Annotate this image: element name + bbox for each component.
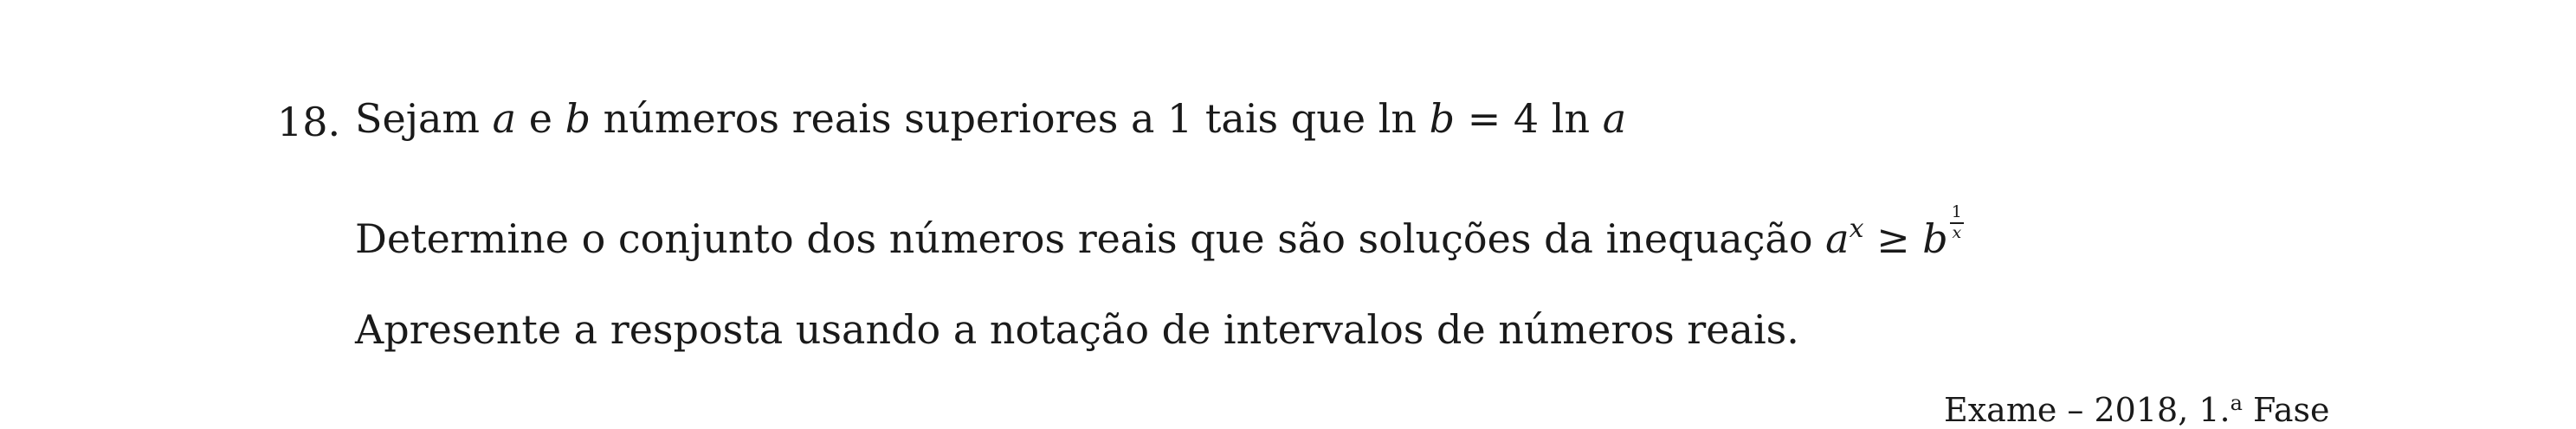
variable-a: a (492, 95, 517, 142)
exponent-fraction (1950, 204, 1964, 241)
statement-text-1: Sejam (355, 95, 493, 142)
question-number: 18. (277, 99, 341, 145)
question-statement (355, 95, 1627, 142)
statement-text-2: números reais superiores a 1 tais que (591, 95, 1378, 142)
ln-argument-b: b (1429, 95, 1456, 142)
inequality-base-a: a (1825, 215, 1850, 263)
source-ordinal: a (2230, 391, 2243, 415)
source-phase: Fase (2242, 391, 2330, 429)
ln-function-2: ln (1551, 95, 1603, 142)
task-text: Determine o conjunto dos números reais que são soluções da inequação (355, 215, 1826, 263)
inequality-exponent-x: x (1849, 214, 1864, 245)
variable-b: b (565, 95, 591, 142)
equation-equals: = 4 (1455, 95, 1552, 142)
question-instruction (355, 306, 1799, 353)
statement-conj: e (516, 95, 565, 142)
instruction-text: Apresente a resposta usando a notação de intervalos de números reais. (355, 306, 1799, 353)
fraction-denominator: x (1952, 223, 1962, 242)
source-text: Exame – 2018, 1. (1944, 391, 2231, 429)
exam-source (1944, 391, 2329, 429)
inequality-base-b: b (1922, 215, 1948, 263)
question-task (355, 202, 1964, 263)
ln-argument-a: a (1602, 95, 1627, 142)
inequality-sign: ≥ (1863, 215, 1923, 263)
ln-function-1: ln (1378, 95, 1430, 142)
fraction-numerator: 1 (1950, 204, 1964, 224)
